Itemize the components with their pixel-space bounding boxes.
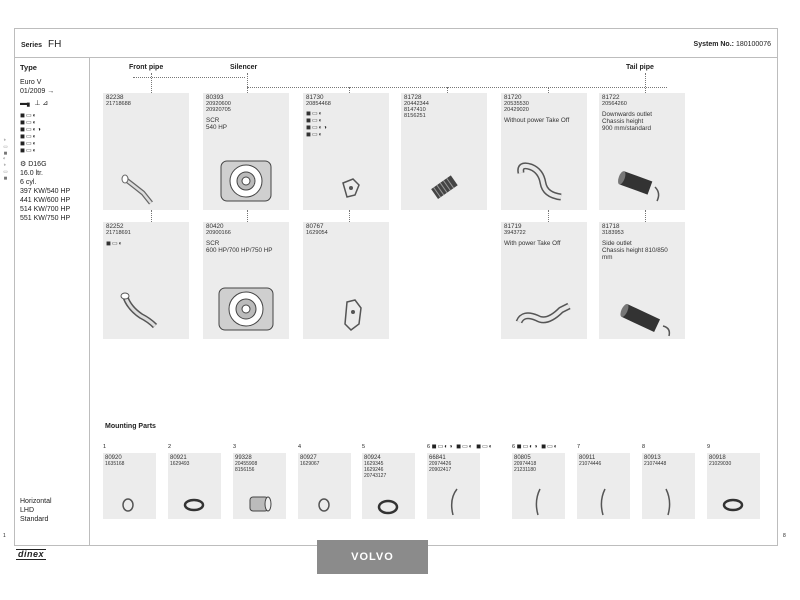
engine-icon: ⚙ [20,161,27,168]
system-label: System No.: [693,41,734,48]
oe-number: 1635168 [105,461,125,467]
oe-number: 20920600 [206,101,231,107]
cylinders: 6 cyl. [20,179,37,186]
config-line: Horizontal [20,498,52,505]
mounting-part-card[interactable] [642,453,695,519]
connector-line [247,210,248,222]
sleeve-illustration [233,453,286,519]
description-line: Chassis height [602,118,644,125]
connector-line [645,73,646,93]
description-line: SCR [206,240,220,247]
front-pipe-illustration [103,93,189,210]
system-number [694,41,771,48]
oe-number: 21029030 [709,461,732,467]
oe-number: 3183953 [602,230,624,236]
part-number: 80924 [364,455,381,461]
part-number: 81730 [306,94,324,101]
engine-code [20,160,70,169]
make-label: VOLVO [317,540,428,574]
part-card[interactable] [303,93,389,210]
engine-value: D16G [28,161,47,168]
type-title: Type [20,63,37,72]
mount-index: 8 [642,444,646,450]
mount-index: 9 [707,444,711,450]
part-card[interactable] [303,222,389,339]
part-number: 80921 [170,455,187,461]
part-number: 80911 [579,455,596,461]
part-card[interactable] [501,93,587,210]
oe-number: 20974418 [514,461,537,467]
section-silencer: Silencer [230,64,258,71]
system-value: 180100076 [735,41,771,48]
part-card[interactable] [401,93,487,210]
mount-index: 3 [233,444,237,450]
production-date [20,87,70,96]
part-card[interactable] [103,93,189,210]
clamp-illustration [168,453,221,519]
vehicle-type-panel [20,63,70,223]
part-number: 66841 [429,455,446,461]
mounting-part-card[interactable] [577,453,630,519]
power-rating: 397 KW/540 HP [20,188,71,195]
symbol-row: ◼▭◐ [20,120,38,126]
mount-index: 4 [298,444,302,450]
position-symbols: ◼▭◐◑ ◼▭◐ [516,444,559,450]
oe-number: 20455908 [235,461,258,467]
symbol-row: ◼▭◐ [20,141,38,147]
bracket-illustration [303,222,389,339]
mounting-part-card[interactable] [103,453,156,519]
part-description: Without power Take Off [504,117,570,124]
oe-number: 20564260 [602,101,627,107]
section-front-pipe: Front pipe [129,64,164,71]
part-card[interactable] [203,222,289,339]
connector-line [151,210,152,222]
sidebar-divider [89,57,90,545]
oe-number: 21718691 [106,230,131,236]
part-number: 81718 [602,223,620,230]
mounting-part-card[interactable] [298,453,351,519]
connector-line [247,73,248,93]
strap-illustration [642,453,695,519]
strap-illustration [577,453,630,519]
oe-number: 20854468 [306,101,331,107]
vehicle-icons [20,99,70,108]
page-number-right: 8 [783,533,786,539]
date-value: 01/2009 [20,88,46,95]
index-value: 6 [427,444,431,450]
flex-pipe-illustration [401,93,487,210]
mounting-part-card[interactable] [168,453,221,519]
position-symbols: ◼▭◐ ◼▭◐ ◼▭◐◑ ◼▭◐ [306,111,328,138]
oe-number: 21074446 [579,461,602,467]
oe-number: 20974426 [429,461,452,467]
oe-number: 1629246 [364,467,384,473]
oe-number: 20920705 [206,107,231,113]
section-mounting-parts: Mounting Parts [105,423,156,430]
part-description: With power Take Off [504,240,561,247]
mount-index [427,444,493,451]
part-card[interactable] [203,93,289,210]
config-line: LHD [20,507,35,514]
cab-icon: ⊿ [42,100,49,107]
part-number: 80918 [709,455,726,461]
part-number: 81719 [504,223,522,230]
mount-index: 7 [577,444,581,450]
symbol-row: ◼▭◐◑ [20,127,42,133]
oe-number: 8156156 [235,467,255,473]
connector-line [349,210,350,222]
page-number-left: 1 [3,533,6,539]
position-symbols: ◼▭◐◑ ◼▭◐ ◼▭◐ [431,444,494,450]
oe-number: 20900166 [206,230,231,236]
tail-pipe-illustration [501,93,587,210]
euro-norm: Euro V [20,79,42,86]
clamp-ring-illustration [103,453,156,519]
description-line: Chassis height 810/850 [602,247,668,254]
position-symbols: ◼▭◐ [106,241,124,247]
gasket-illustration [298,453,351,519]
connector-line [247,87,667,88]
part-number: 80393 [206,94,224,101]
bracket-illustration [303,93,389,210]
connector-line [133,77,245,78]
section-tail-pipe: Tail pipe [626,64,654,71]
symbol-row: ◼▭◐ [20,113,38,119]
oe-number: 20535530 [504,101,529,107]
silencer-illustration [203,222,289,339]
vehicle-config [20,497,52,524]
series-heading [21,39,61,50]
part-card[interactable] [501,222,587,339]
part-number: 80920 [105,455,122,461]
series-value: FH [47,39,62,50]
oe-number: 1629345 [364,461,384,467]
description-line: 600 HP/700 HP/750 HP [206,247,273,254]
clamp-illustration [707,453,760,519]
part-number: 80805 [514,455,531,461]
part-number: 82252 [106,223,124,230]
mount-index [512,444,558,451]
symbol-row: ◼▭◐ [20,148,38,154]
oe-number: 1629067 [300,461,320,467]
oe-number: 20442344 [404,101,429,107]
part-number: 81722 [602,94,620,101]
silencer-illustration [203,93,289,210]
position-symbols [20,113,70,155]
front-pipe-illustration [103,222,189,339]
mounting-part-card[interactable] [362,453,415,519]
mounting-part-card[interactable] [707,453,760,519]
description-line: mm [602,254,613,261]
oe-number: 20743127 [364,473,387,479]
part-card[interactable] [599,222,685,339]
tail-pipe-illustration [599,93,685,210]
description-line: 540 HP [206,124,228,131]
truck-icon: ▬▖ [20,100,33,107]
oe-number: 8156251 [404,113,426,119]
mount-index: 2 [168,444,172,450]
description-line: SCR [206,117,220,124]
strap-illustration [427,453,480,519]
description-line: 900 mm/standard [602,125,652,132]
catalog-page [14,28,778,546]
connector-line [548,210,549,222]
mount-index: 1 [103,444,107,450]
power-rating: 514 KW/700 HP [20,206,71,213]
config-line: Standard [20,516,49,523]
header-divider [15,57,777,58]
arrow-right-icon: → [47,88,55,95]
description-line: Side outlet [602,240,632,247]
connector-line [645,210,646,222]
oe-number: 1629493 [170,461,190,467]
oe-number: 21074448 [644,461,667,467]
strap-illustration [512,453,565,519]
part-number: 80913 [644,455,661,461]
part-number: 81728 [404,94,422,101]
oe-number: 8147410 [404,107,426,113]
oe-number: 20902417 [429,467,452,473]
part-card[interactable] [103,222,189,339]
mounting-part-card[interactable] [427,453,480,519]
index-value: 6 [512,444,516,450]
oe-number: 20429020 [504,107,529,113]
part-number: 81720 [504,94,522,101]
oe-number: 3943722 [504,230,526,236]
mount-index: 5 [362,444,366,450]
displacement: 16.0 ltr. [20,170,43,177]
oe-number: 1629054 [306,230,328,236]
part-number: 80927 [300,455,317,461]
mounting-part-card[interactable] [233,453,286,519]
connector-line [151,73,152,93]
legend-vertical-text: ◼ ▭ ◐ ◑ ◼ ▭ ◐ [2,137,7,180]
oe-number: 21231180 [514,467,536,473]
part-number: 80767 [306,223,324,230]
part-card[interactable] [599,93,685,210]
tail-pipe-illustration [599,222,685,339]
part-number: 99328 [235,455,252,461]
dinex-logo: dinex [18,549,45,559]
series-label: Series [21,42,43,49]
tail-pipe-illustration [501,222,587,339]
clamp-illustration [362,453,415,519]
mounting-part-card[interactable] [512,453,565,519]
axle-icon: ⊥ [34,100,41,107]
power-rating: 441 KW/600 HP [20,197,71,204]
symbol-row: ◼▭◐ [20,134,38,140]
part-number: 80420 [206,223,224,230]
oe-number: 21718688 [106,101,131,107]
power-rating: 551 KW/750 HP [20,215,71,222]
part-number: 82238 [106,94,124,101]
description-line: Downwards outlet [602,111,653,118]
